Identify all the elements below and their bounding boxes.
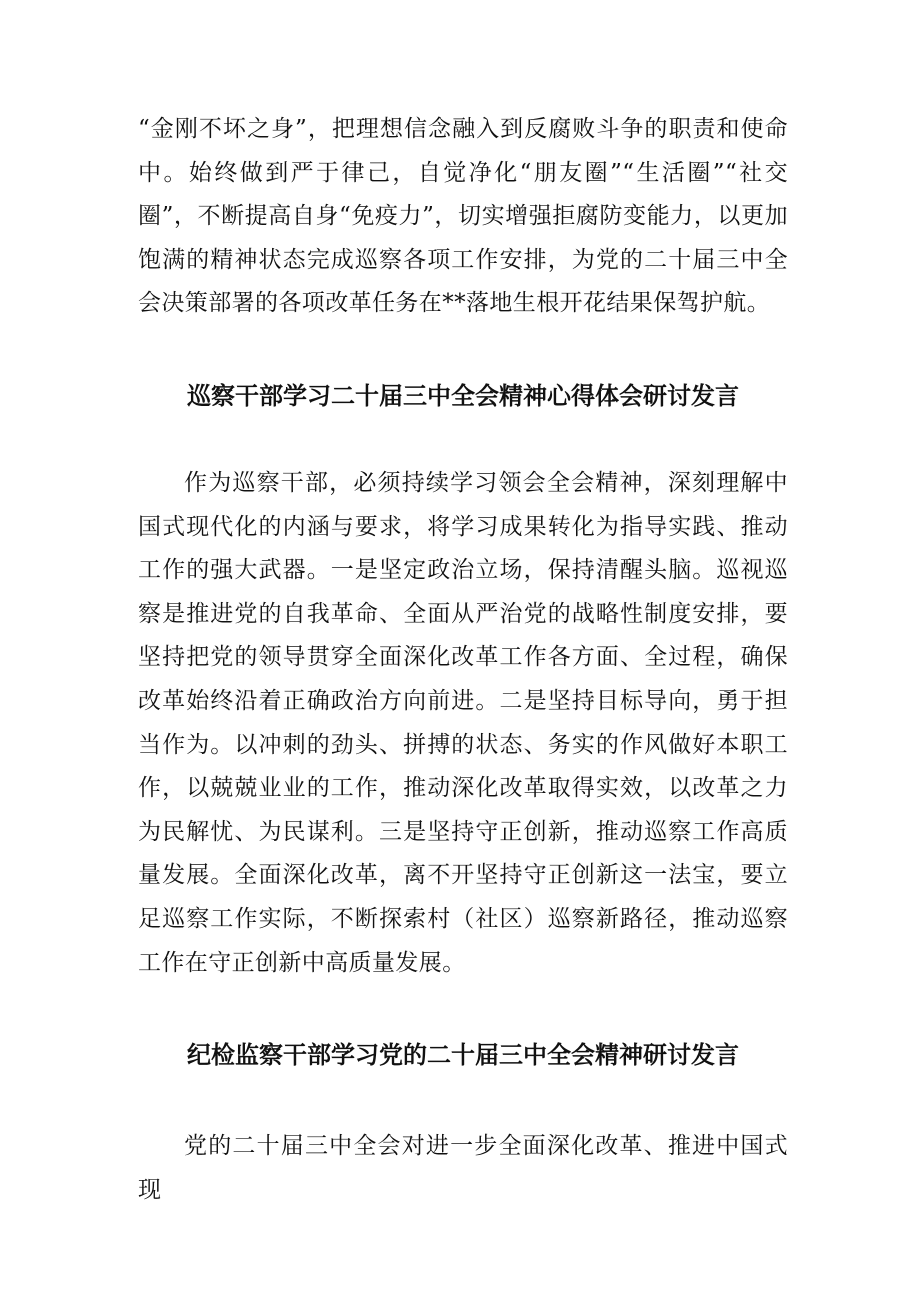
- paragraph-inspection-cadre: 作为巡察干部，必须持续学习领会全会精神，深刻理解中国式现代化的内涵与要求，将学习成果转化为指导实践、推动工作的强大武器。一是坚定政治立场，保持清醒头脑。巡视巡察是推进党的自我革命、全面从严治党的战略性制度安排，要坚持把党的领导贯穿全面深化改革工作各方面、全过程，确保改革始终沿着正确政治方向前进。二是坚持目标导向，勇于担当作为。以冲刺的劲头、拼搏的状态、务实的作风做好本职工作，以兢兢业业的工作，推动深化改革取得实效，以改革之力为民解忧、为民谋利。三是坚持守正创新，推动巡察工作高质量发展。全面深化改革，离不开坚持守正创新这一法宝，要立足巡察工作实际，不断探索村（社区）巡察新路径，推动巡察工作在守正创新中高质量发展。: [138, 470, 788, 976]
- paragraph-continuation: “金刚不坏之身”，把理想信念融入到反腐败斗争的职责和使命中。始终做到严于律己，自觉净化“朋友圈”“生活圈”“社交圈”，不断提高自身“免疫力”，切实增强拒腐防变能力，以更加饱满的精神状态完成巡察各项工作安排，为党的二十届三中全会决策部署的各项改革任务在**落地生根开花结果保驾护航。: [138, 116, 788, 317]
- section-heading-discipline-cadre: 纪检监察干部学习党的二十届三中全会精神研讨发言: [187, 1041, 739, 1069]
- section-heading-inspection-cadre: 巡察干部学习二十届三中全会精神心得体会研讨发言: [187, 382, 739, 410]
- paragraph-discipline-cadre: 党的二十届三中全会对进一步全面深化改革、推进中国式现: [138, 1133, 788, 1203]
